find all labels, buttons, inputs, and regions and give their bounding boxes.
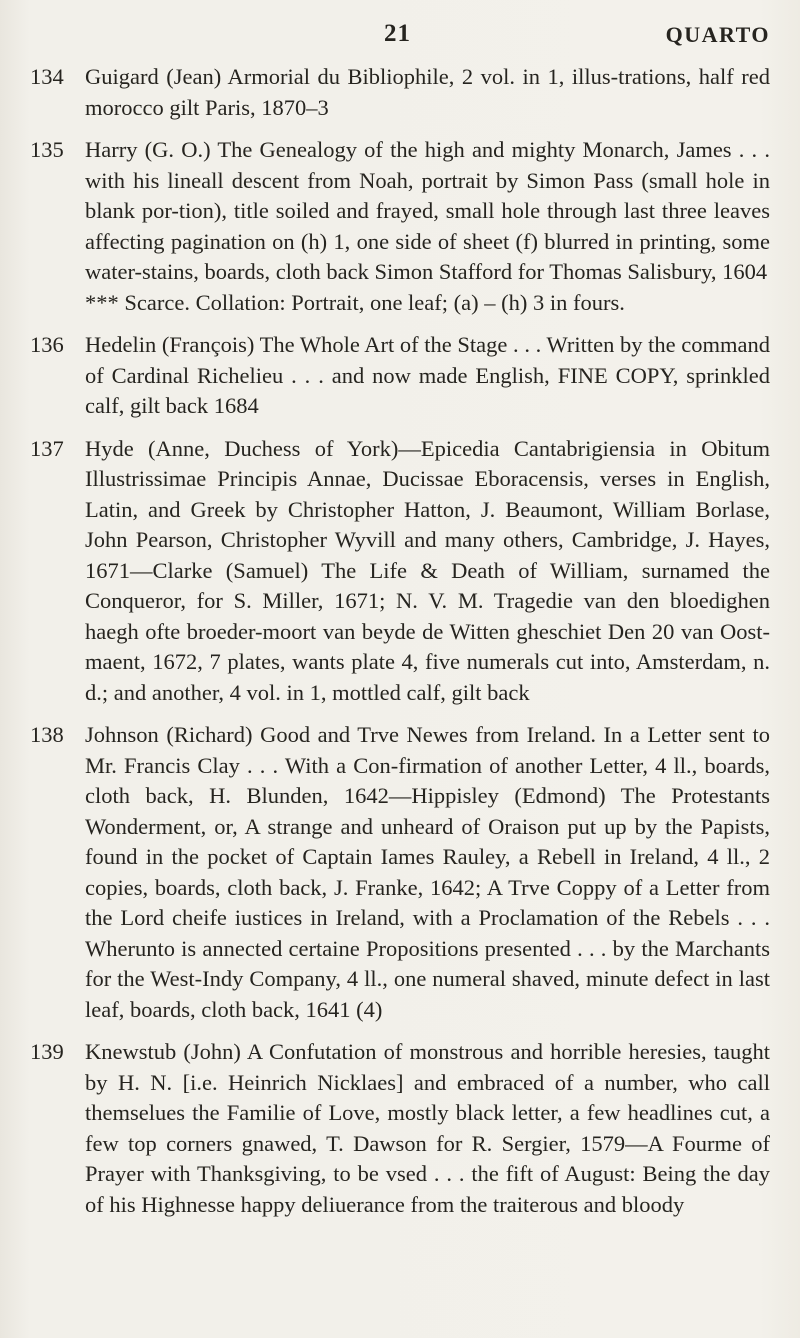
catalogue-entry: [0, 135, 800, 318]
catalogue-entries: [0, 62, 800, 1232]
entry-number: 135: [30, 137, 64, 162]
page-header: [0, 20, 800, 54]
entry-number: 138: [30, 722, 64, 747]
entry-text: Hyde (Anne, Duchess of York)—Epicedia Cantabrigiensia in Obitum Illustrissimae Principis Annae, Ducissae Eboracensis, verses in English, Latin, and Greek by Christopher Hatton, J. Beaumont, William Borlase, John Pearson, Christopher Wyvill and many others, Cambridge, J. Hayes, 1671—Clarke (Samuel) The Life & Death of William, surnamed the Conqueror, for S. Miller, 1671; N. V. M. Tragedie van den bloedighen haegh ofte broeder-moort van beyde de Witten gheschiet Den 20 van Oost-maent, 1672, 7 plates, wants plate 4, five numerals cut into, Amsterdam, n. d.; and another, 4 vol. in 1, mottled calf, gilt back: [85, 435, 770, 705]
entry-text: Hedelin (François) The Whole Art of the Stage . . . Written by the command of Cardinal Richelieu . . . and now made English, FINE COPY, sprinkled calf, gilt back 1684: [85, 332, 770, 418]
page-number: 21: [384, 20, 411, 47]
entry-text: Guigard (Jean) Armorial du Bibliophile, 2 vol. in 1, illus-trations, half red morocco gilt Paris, 1870–3: [85, 64, 770, 120]
catalogue-entry: [0, 720, 800, 1025]
entry-number: 139: [30, 1039, 64, 1064]
entry-number: 137: [30, 435, 64, 461]
catalogue-entry: [0, 330, 800, 422]
entry-number: 136: [30, 332, 64, 357]
catalogue-entry: [0, 62, 800, 123]
catalogue-entry: [0, 1037, 800, 1220]
entry-text: Knewstub (John) A Confutation of monstrous and horrible heresies, taught by H. N. [i.e. Heinrich Nicklaes] and embraced of a number, who call themselues the Familie of Love, mostly black letter, a few headlines cut, a few top corners gnawed, T. Dawson for R. Sergier, 1579—A Fourme of Prayer with Thanksgiving, to be vsed . . . the fift of August: Being the day of his Highnesse happy deliuerance from the traiterous and bloody: [85, 1039, 770, 1217]
entry-text: Johnson (Richard) Good and Trve Newes from Ireland. In a Letter sent to Mr. Francis Clay . . . With a Con-firmation of another Letter, 4 ll., boards, cloth back, H. Blunden, 1642—Hippisley (Edmond) The Protestants Wonderment, or, A strange and unheard of Oraison put up by the Papists, found in the pocket of Captain Iames Rauley, a Rebell in Ireland, 4 ll., 2 copies, boards, cloth back, J. Franke, 1642; A Trve Coppy of a Letter from the Lord cheife iustices in Ireland, with a Proclamation of the Rebels . . . Wherunto is annected certaine Propositions presented . . . by the Marchants for the West-Indy Company, 4 ll., one numeral shaved, minute defect in last leaf, boards, cloth back, 1641 (4): [85, 722, 770, 1022]
section-title: QUARTO: [665, 22, 770, 47]
entry-note: *** Scarce. Collation: Portrait, one leaf; (a) – (h) 3 in fours.: [85, 289, 625, 315]
entry-number: 134: [30, 64, 64, 89]
catalogue-entry: [0, 434, 800, 709]
entry-text: Harry (G. O.) The Genealogy of the high and mighty Monarch, James . . . with his lineall descent from Noah, portrait by Simon Pass (small hole in blank por-tion), title soiled and frayed, small hole through last three leaves affecting pagination on (h) 1, one side of sheet (f) blurred in printing, some water-stains, boards, cloth back Simon Stafford for Thomas Salisbury, 1604: [85, 137, 770, 284]
